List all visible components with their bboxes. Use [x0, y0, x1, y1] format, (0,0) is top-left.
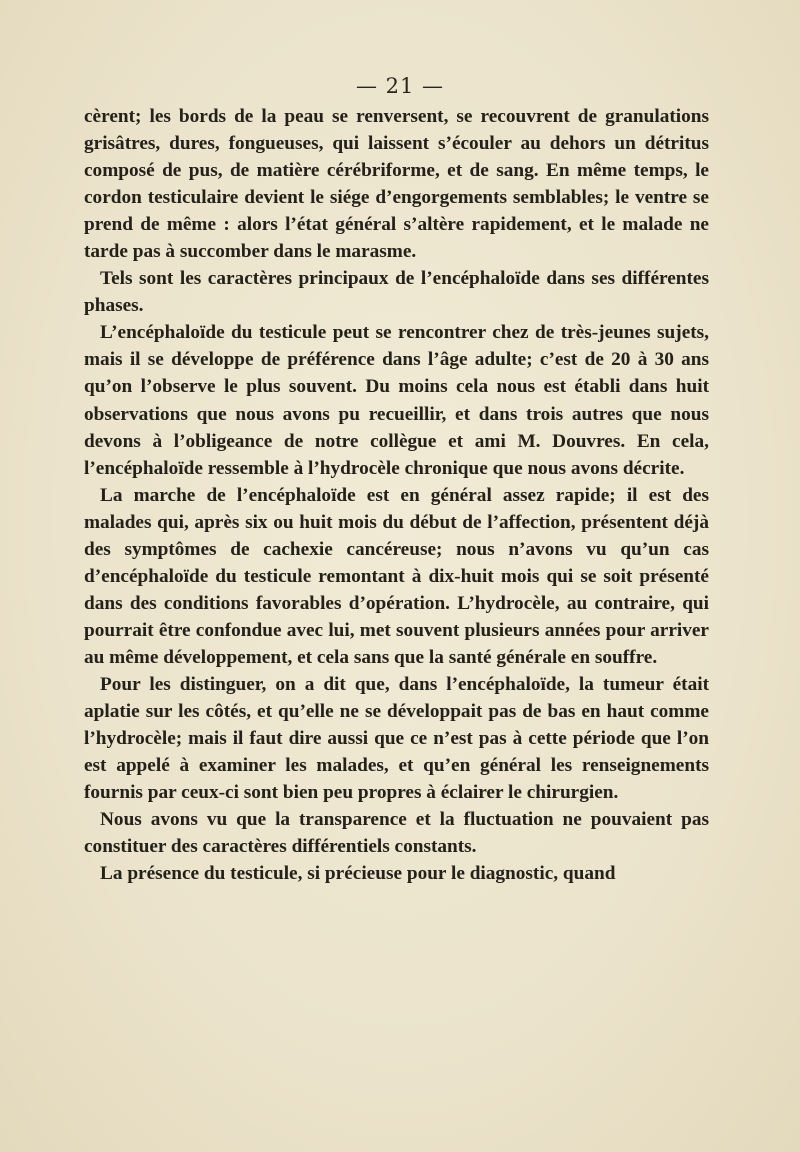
- paragraph: Pour les distinguer, on a dit que, dans l’encéphaloïde, la tumeur était aplatie sur les côtés, et qu’elle ne se développait pas de bas en haut comme l’hydrocèle; mais il faut dire aussi que ce n’est pas à cette période que l’on est appelé à examiner les malades, et qu’en général les renseignements fournis par ceux-ci sont bien peu propres à éclairer le chirurgien.: [84, 673, 709, 804]
- page-number: — 21 —: [355, 74, 445, 98]
- paragraph: Nous avons vu que la transparence et la fluctuation ne pouvaient pas constituer des caractères différentiels constants.: [84, 809, 709, 858]
- paragraph: Tels sont les caractères principaux de l’encéphaloïde dans ses différentes phases.: [84, 268, 709, 317]
- body-text: [84, 103, 709, 887]
- paragraph: L’encéphaloïde du testicule peut se rencontrer chez de très-jeunes sujets, mais il se développe de préférence dans l’âge adulte; c’est de 20 à 30 ans qu’on l’observe le plus souvent. Du moins cela nous est établi dans huit observations que nous avons pu recueillir, et dans trois autres que nous devons à l’obligeance de notre collègue et ami M. Douvres. En cela, l’encéphaloïde ressemble à l’hydrocèle chronique que nous avons décrite.: [84, 322, 709, 479]
- paragraph: La présence du testicule, si précieuse pour le diagnostic, quand: [100, 863, 616, 885]
- paragraph-continuation: cèrent; les bords de la peau se renversent, se recouvrent de granulations grisâtres, dures, fongueuses, qui laissent s’écouler au dehors un détritus composé de pus, de matière cérébriforme, et de sang. En même temps, le cordon testiculaire devient le siége d’engorgements semblables; le ventre se prend de même : alors l’état général s’altère rapidement, et le malade ne tarde pas à succomber dans le marasme.: [84, 106, 709, 263]
- paragraph: La marche de l’encéphaloïde est en général assez rapide; il est des malades qui, après six ou huit mois du début de l’affection, présentent déjà des symptômes de cachexie cancéreuse; nous n’avons vu qu’un cas d’encéphaloïde du testicule remontant à dix-huit mois qui se soit présenté dans des conditions favorables d’opération. L’hydrocèle, au contraire, qui pourrait être confondue avec lui, met souvent plusieurs années pour arriver au même développement, et cela sans que la santé générale en souffre.: [84, 484, 709, 668]
